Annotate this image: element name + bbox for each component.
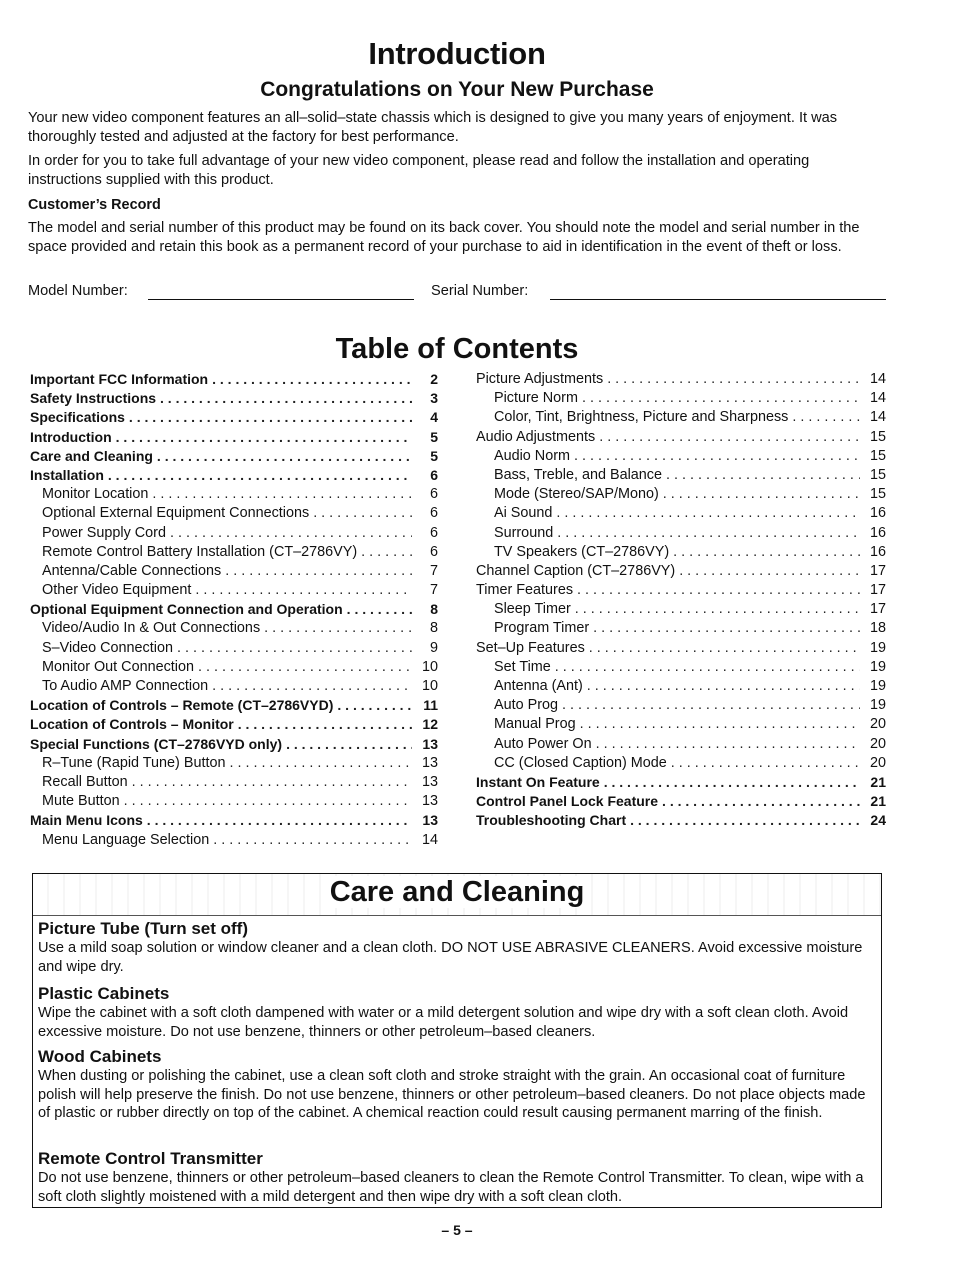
toc-leader-dots xyxy=(337,697,412,713)
toc-entry-title: Optional Equipment Connection and Operation xyxy=(30,601,343,618)
toc-entry-title: Power Supply Cord xyxy=(42,524,166,541)
toc-entry xyxy=(476,467,886,486)
toc-left-column xyxy=(30,371,438,851)
toc-leader-dots xyxy=(152,486,412,502)
toc-entry xyxy=(30,390,438,409)
toc-entry-title: Specifications xyxy=(30,409,125,426)
toc-entry xyxy=(476,812,886,831)
toc-entry xyxy=(30,429,438,448)
toc-entry-page: 6 xyxy=(429,505,438,522)
toc-leader-dots xyxy=(557,525,860,541)
toc-entry xyxy=(30,486,438,505)
toc-leader-dots xyxy=(177,640,412,656)
toc-entry xyxy=(476,582,886,601)
toc-entry-title: Recall Button xyxy=(42,773,128,790)
toc-leader-dots xyxy=(147,812,412,828)
toc-entry-title: To Audio AMP Connection xyxy=(42,678,209,694)
toc-leader-dots xyxy=(347,601,412,617)
toc-entry-page: 14 xyxy=(869,390,886,407)
section-text: Wipe the cabinet with a soft cloth dampened with water or a mild detergent solution and wipe dry with a soft clean cloth. Avoid excessive moisture. Do not use benzene, thinners or other petroleum–based cleaners. xyxy=(38,1005,849,1040)
toc-entry-page: 13 xyxy=(421,754,438,771)
toc-entry-page: 6 xyxy=(430,466,438,483)
toc-entry-title: R–Tune (Rapid Tune) Button xyxy=(42,754,226,771)
toc-leader-dots xyxy=(225,563,412,579)
toc-entry-page: 14 xyxy=(421,831,438,848)
toc-entry-page: 21 xyxy=(870,793,886,810)
toc-leader-dots xyxy=(132,774,412,790)
toc-entry-title: Mute Button xyxy=(42,793,120,810)
toc-entry xyxy=(30,544,438,563)
intro-paragraph-3: The model and serial number of this product may be found on its back cover. You should note the model and serial number in the space provided and retain this book as a permanent record of your purchase to aid in identification in the event of theft or loss. xyxy=(28,220,860,255)
toc-entry-page: 21 xyxy=(870,773,886,790)
toc-leader-dots xyxy=(607,371,860,387)
intro-paragraph-2: In order for you to take full advantage of your new video component, please read and follow the installation and operating instructions supplied with this product. xyxy=(28,153,810,188)
toc-leader-dots xyxy=(562,697,860,713)
toc-leader-dots xyxy=(213,832,412,848)
toc-entry-title: Auto Prog xyxy=(494,697,558,714)
toc-entry-title: Main Menu Icons xyxy=(30,812,143,829)
section-heading: Plastic Cabinets xyxy=(38,984,170,1003)
care-title xyxy=(33,876,881,909)
toc-leader-dots xyxy=(575,601,860,617)
care-title-text: Care and Cleaning xyxy=(324,876,591,908)
toc-title: Table of Contents xyxy=(335,333,579,365)
toc-entry-page: 9 xyxy=(429,639,438,656)
toc-entry xyxy=(30,601,438,620)
section-heading: Remote Control Transmitter xyxy=(38,1149,263,1168)
toc-leader-dots xyxy=(582,390,860,406)
toc-entry-title: Control Panel Lock Feature xyxy=(476,793,659,810)
toc-entry-page: 13 xyxy=(422,812,438,829)
toc-entry xyxy=(30,755,438,774)
toc-leader-dots xyxy=(599,429,860,445)
toc-entry-title: CC (Closed Caption) Mode xyxy=(494,754,667,771)
toc-entry-title: Picture Adjustments xyxy=(476,371,604,387)
toc-entry-title: Program Timer xyxy=(494,620,590,637)
toc-leader-dots xyxy=(589,640,860,656)
toc-leader-dots xyxy=(212,371,412,387)
page-title: Introduction xyxy=(368,36,546,71)
toc-entry-page: 10 xyxy=(421,658,438,675)
toc-entry xyxy=(476,697,886,716)
toc-entry xyxy=(30,716,438,735)
section-text: When dusting or polishing the cabinet, use a clean soft cloth and stroke straight with the grain. An occasional coat of furniture polish will help preserve the finish. Do not use benzene, thinners or other petroleum–based cleaners. Do not place objects made of plastic or rubber directly on top of the cabinet. A chemical reaction could result causing permanent marring of the finish. xyxy=(38,1068,866,1122)
toc-leader-dots xyxy=(212,678,412,694)
page-number: – 5 – xyxy=(441,1222,473,1238)
care-section-wood-cabinets xyxy=(38,1047,878,1123)
toc-entry xyxy=(30,409,438,428)
toc-entry xyxy=(30,525,438,544)
toc-entry-page: 7 xyxy=(429,562,438,579)
toc-entry-title: Remote Control Battery Installation (CT–2786VY) xyxy=(42,543,358,560)
toc-entry xyxy=(476,659,886,678)
toc-entry-page: 6 xyxy=(429,543,438,560)
toc-leader-dots xyxy=(555,659,860,675)
toc-entry-title: Menu Language Selection xyxy=(42,831,210,848)
toc-entry-title: Mode (Stereo/SAP/Mono) xyxy=(494,486,659,503)
toc-entry-page: 20 xyxy=(869,754,886,771)
toc-entry xyxy=(30,620,438,639)
toc-entry-page: 19 xyxy=(869,697,886,714)
toc-entry-title: Monitor Location xyxy=(42,486,149,503)
toc-entry xyxy=(476,486,886,505)
toc-leader-dots xyxy=(229,755,412,771)
toc-entry-page: 5 xyxy=(430,428,438,445)
toc-entry-page: 10 xyxy=(421,678,438,694)
toc-entry xyxy=(30,832,438,851)
toc-entry-page: 15 xyxy=(869,466,886,483)
toc-entry-title: S–Video Connection xyxy=(42,639,173,656)
section-heading: Picture Tube (Turn set off) xyxy=(38,919,248,938)
section-text: Use a mild soap solution or window cleaner and a clean cloth. DO NOT USE ABRASIVE CLEANERS. Avoid excessive moisture and wipe dry. xyxy=(38,940,863,975)
toc-entry-title: Introduction xyxy=(30,428,112,445)
toc-leader-dots xyxy=(129,409,412,425)
toc-entry xyxy=(30,505,438,524)
model-number-label: Model Number: xyxy=(28,283,128,299)
toc-entry-title: Safety Instructions xyxy=(30,390,157,407)
customer-record-heading: Customer’s Record xyxy=(28,197,161,213)
toc-entry xyxy=(30,640,438,659)
toc-entry-title: Color, Tint, Brightness, Picture and Sharpness xyxy=(494,409,789,426)
toc-entry-page: 20 xyxy=(869,716,886,733)
toc-right-column xyxy=(476,371,886,832)
toc-entry xyxy=(476,716,886,735)
toc-leader-dots xyxy=(663,486,860,502)
toc-entry xyxy=(476,793,886,812)
toc-entry-page: 15 xyxy=(869,428,886,445)
toc-leader-dots xyxy=(662,793,860,809)
toc-entry xyxy=(30,563,438,582)
toc-entry-page: 15 xyxy=(869,447,886,464)
toc-entry-page: 24 xyxy=(870,812,886,829)
toc-entry-title: Bass, Treble, and Balance xyxy=(494,466,662,483)
toc-leader-dots xyxy=(574,448,860,464)
serial-number-label: Serial Number: xyxy=(431,283,529,299)
toc-leader-dots xyxy=(116,429,412,445)
toc-entry-title: Sleep Timer xyxy=(494,601,571,618)
toc-entry-page: 13 xyxy=(421,793,438,810)
toc-entry-title: Other Video Equipment xyxy=(42,582,192,599)
toc-entry-title: Channel Caption (CT–2786VY) xyxy=(476,562,676,579)
toc-leader-dots xyxy=(198,659,412,675)
intro-subtitle: Congratulations on Your New Purchase xyxy=(260,78,654,101)
toc-leader-dots xyxy=(792,409,860,425)
toc-leader-dots xyxy=(157,448,412,464)
section-text: Do not use benzene, thinners or other petroleum–based cleaners to clean the Remote Control Transmitter. To clean, wipe with a soft cloth slightly moistened with a mild detergent and then wipe dry with a soft clean cloth. xyxy=(38,1170,864,1205)
toc-leader-dots xyxy=(361,544,412,560)
toc-entry-title: Special Functions (CT–2786VYD only) xyxy=(30,735,283,752)
toc-entry xyxy=(476,409,886,428)
toc-entry xyxy=(476,736,886,755)
toc-entry xyxy=(30,697,438,716)
toc-entry xyxy=(30,582,438,601)
toc-entry-page: 18 xyxy=(869,620,886,637)
toc-entry-page: 6 xyxy=(429,524,438,541)
toc-entry-title: Auto Power On xyxy=(494,735,592,752)
toc-leader-dots xyxy=(108,467,412,483)
toc-entry-page: 16 xyxy=(869,505,886,522)
toc-entry-title: Surround xyxy=(494,524,554,541)
toc-entry-page: 17 xyxy=(869,562,886,579)
section-heading: Wood Cabinets xyxy=(38,1047,162,1066)
toc-entry-page: 8 xyxy=(429,620,438,637)
toc-entry xyxy=(476,429,886,448)
toc-leader-dots xyxy=(593,620,860,636)
toc-entry-page: 14 xyxy=(869,409,886,426)
toc-entry-page: 4 xyxy=(430,409,438,426)
toc-entry xyxy=(30,678,438,697)
toc-entry xyxy=(476,525,886,544)
toc-entry-title: TV Speakers (CT–2786VY) xyxy=(494,543,670,560)
toc-entry-title: Set Time xyxy=(494,658,551,675)
care-header xyxy=(33,874,881,916)
toc-entry xyxy=(30,736,438,755)
toc-entry xyxy=(30,659,438,678)
toc-entry-title: Troubleshooting Chart xyxy=(476,812,627,829)
toc-entry-title: Location of Controls – Monitor xyxy=(30,716,234,733)
toc-entry-title: Audio Norm xyxy=(494,447,570,464)
toc-entry-title: Picture Norm xyxy=(494,390,578,407)
toc-entry-page: 2 xyxy=(430,371,438,387)
toc-entry-title: Care and Cleaning xyxy=(30,447,153,464)
toc-entry xyxy=(30,812,438,831)
toc-leader-dots xyxy=(587,678,860,694)
intro-paragraph-1: Your new video component features an all–solid–state chassis which is designed to give you many years of enjoyment. It was thoroughly tested and adjusted at the factory for best performance. xyxy=(28,110,838,145)
record-fields xyxy=(28,283,886,303)
toc-leader-dots xyxy=(286,736,412,752)
toc-entry-page: 16 xyxy=(869,543,886,560)
toc-entry xyxy=(30,467,438,486)
toc-entry-title: Ai Sound xyxy=(494,505,553,522)
toc-leader-dots xyxy=(604,774,860,790)
toc-entry-title: Manual Prog xyxy=(494,716,576,733)
toc-entry-page: 13 xyxy=(421,773,438,790)
toc-entry-page: 11 xyxy=(423,697,438,714)
toc-entry xyxy=(30,448,438,467)
toc-leader-dots xyxy=(264,620,412,636)
toc-entry-page: 20 xyxy=(869,735,886,752)
care-section-remote-control xyxy=(38,1149,878,1206)
toc-entry-page: 7 xyxy=(429,582,438,599)
toc-leader-dots xyxy=(666,467,860,483)
toc-leader-dots xyxy=(596,736,860,752)
toc-entry xyxy=(476,755,886,774)
toc-entry-title: Optional External Equipment Connections xyxy=(42,505,310,522)
toc-entry xyxy=(30,371,438,390)
toc-entry xyxy=(476,563,886,582)
toc-entry xyxy=(476,678,886,697)
toc-entry-page: 19 xyxy=(869,658,886,675)
toc-leader-dots xyxy=(630,812,860,828)
toc-entry-page: 5 xyxy=(430,447,438,464)
toc-entry xyxy=(476,390,886,409)
toc-entry-title: Location of Controls – Remote (CT–2786VYD) xyxy=(30,697,334,714)
toc-entry xyxy=(476,774,886,793)
serial-number-field[interactable] xyxy=(550,299,886,300)
toc-entry-page: 19 xyxy=(869,678,886,694)
toc-leader-dots xyxy=(238,716,412,732)
toc-entry-title: Instant On Feature xyxy=(476,773,600,790)
toc-entry-page: 17 xyxy=(869,582,886,599)
toc-leader-dots xyxy=(124,793,412,809)
toc-leader-dots xyxy=(160,390,412,406)
care-section-picture-tube xyxy=(38,919,878,976)
toc-entry xyxy=(476,620,886,639)
toc-entry xyxy=(476,640,886,659)
toc-entry-title: Audio Adjustments xyxy=(476,428,596,445)
toc-entry-title: Video/Audio In & Out Connections xyxy=(42,620,261,637)
toc-entry-page: 8 xyxy=(430,601,438,618)
toc-leader-dots xyxy=(195,582,412,598)
toc-entry-page: 3 xyxy=(430,390,438,407)
model-number-field[interactable] xyxy=(148,299,414,300)
care-and-cleaning-box xyxy=(32,873,882,1208)
toc-entry xyxy=(30,793,438,812)
toc-entry-title: Set–Up Features xyxy=(476,639,585,656)
toc-leader-dots xyxy=(313,505,412,521)
toc-entry-title: Antenna (Ant) xyxy=(494,678,583,694)
toc-entry xyxy=(30,774,438,793)
toc-entry-page: 12 xyxy=(422,716,438,733)
toc-entry-title: Monitor Out Connection xyxy=(42,658,194,675)
toc-entry-title: Timer Features xyxy=(476,582,574,599)
toc-entry-page: 16 xyxy=(869,524,886,541)
toc-entry-page: 17 xyxy=(869,601,886,618)
toc-leader-dots xyxy=(556,505,860,521)
toc-entry-title: Antenna/Cable Connections xyxy=(42,562,222,579)
toc-entry xyxy=(476,505,886,524)
toc-leader-dots xyxy=(170,525,412,541)
toc-entry xyxy=(476,544,886,563)
toc-leader-dots xyxy=(577,582,860,598)
toc-entry-page: 14 xyxy=(869,371,886,387)
toc-entry-page: 6 xyxy=(429,486,438,503)
toc-leader-dots xyxy=(679,563,860,579)
toc-entry xyxy=(476,601,886,620)
toc-entry-page: 13 xyxy=(422,735,438,752)
toc-leader-dots xyxy=(580,716,860,732)
toc-leader-dots xyxy=(671,755,860,771)
care-section-plastic-cabinets xyxy=(38,984,878,1041)
toc-entry-title: Installation xyxy=(30,466,104,483)
toc-entry-page: 15 xyxy=(869,486,886,503)
toc-entry-page: 19 xyxy=(869,639,886,656)
toc-entry-title: Important FCC Information xyxy=(30,371,209,387)
toc-leader-dots xyxy=(673,544,860,560)
toc-entry xyxy=(476,448,886,467)
toc-entry xyxy=(476,371,886,390)
